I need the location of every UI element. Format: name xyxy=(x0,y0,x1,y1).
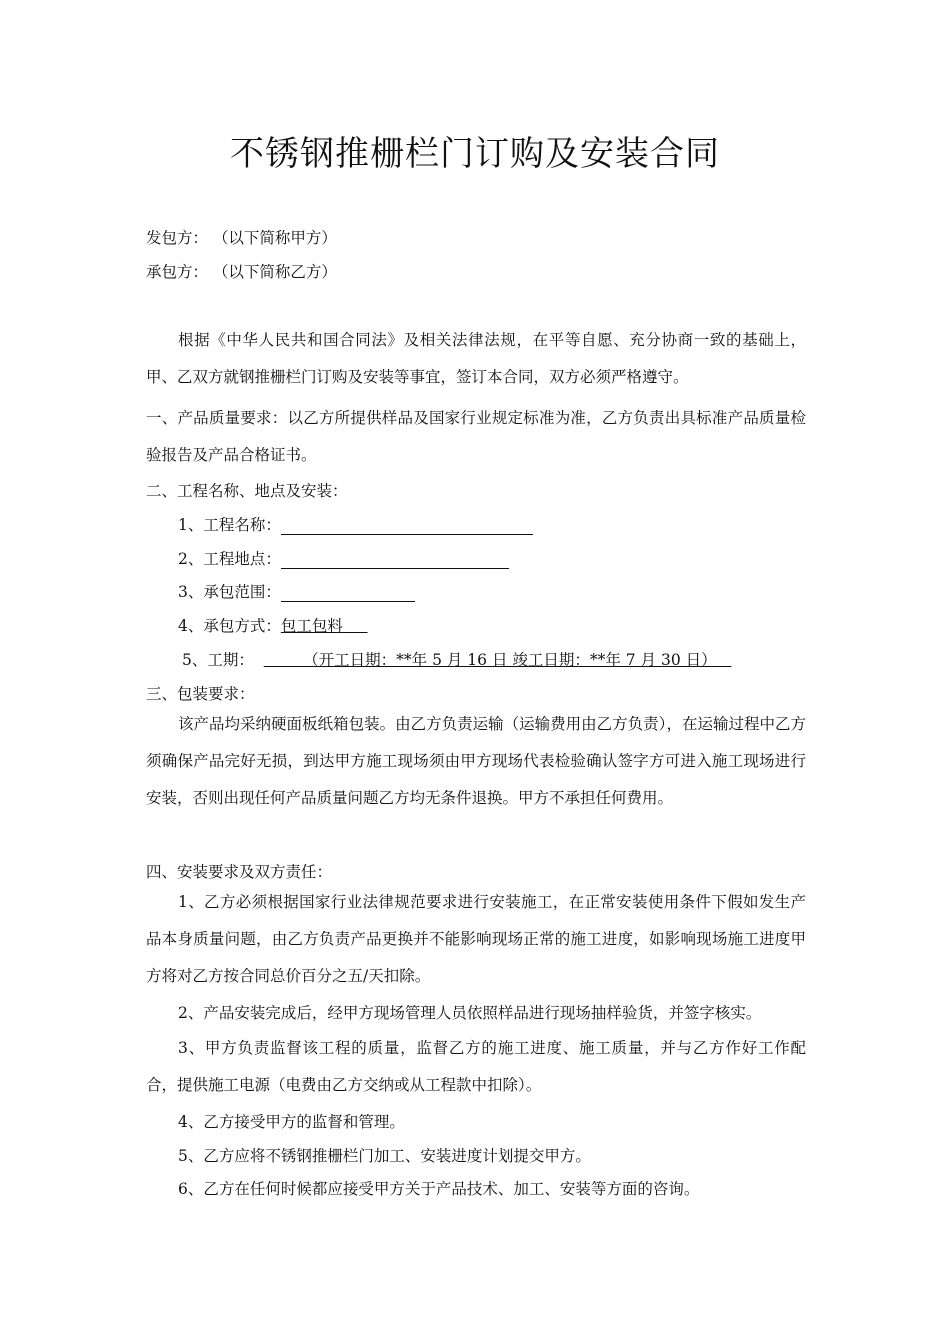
contract-method-underline-tail xyxy=(343,617,368,635)
section-3-paragraph: 该产品均采纳硬面板纸箱包装。由乙方负责运输（运输费用由乙方负责），在运输过程中乙方须确保产品完好无损，到达甲方施工现场须由甲方现场代表检验确认签字方可进入施工现场进行安装，否则出现任何产品质量问题乙方均无条件退换。甲方不承担任何费用。 xyxy=(146,715,806,807)
schedule-lead-underline xyxy=(264,651,303,669)
section-4-item-3: 3、甲方负责监督该工程的质量，监督乙方的施工进度、施工质量，并与乙方作好工作配合，提供施工电源（电费由乙方交纳或从工程款中扣除）。 xyxy=(146,1039,806,1094)
project-location-blank[interactable] xyxy=(281,550,509,569)
contract-method-line xyxy=(178,616,368,636)
party-a-line: 发包方： （以下简称甲方） xyxy=(146,229,337,247)
section-4-item-5: 5、乙方应将不锈钢推栅栏门加工、安装进度计划提交甲方。 xyxy=(178,1147,591,1165)
preamble-paragraph: 根据《中华人民共和国合同法》及相关法律法规，在平等自愿、充分协商一致的基础上，甲、乙双方就钢推栅栏门订购及安装等事宜，签订本合同，双方必须严格遵守。 xyxy=(146,331,806,386)
schedule-value: （开工日期：**年 5 月 16 日 竣工日期：**年 7 月 30 日） xyxy=(303,651,717,669)
contract-scope-line xyxy=(178,582,415,602)
section-4-item-2: 2、产品安装完成后，经甲方现场管理人员依照样品进行现场抽样验货，并签字核实。 xyxy=(178,1004,762,1022)
document-title: 不锈钢推栅栏门订购及安装合同 xyxy=(230,134,720,174)
section-4-item-1: 1、乙方必须根据国家行业法律规范要求进行安装施工，在正常安装使用条件下假如发生产品本身质量问题，由乙方负责产品更换并不能影响现场正常的施工进度，如影响现场施工进度甲方将对乙方按合同总价百分之五/天扣除。 xyxy=(146,893,806,985)
project-name-label: 1、工程名称： xyxy=(178,516,281,534)
section-2-heading: 二、工程名称、地点及安装： xyxy=(146,482,348,500)
section-4-heading: 四、安装要求及双方责任： xyxy=(146,863,333,881)
project-location-label: 2、工程地点： xyxy=(178,550,281,568)
section-1-paragraph: 一、产品质量要求：以乙方所提供样品及国家行业规定标准为准，乙方负责出具标准产品质量检验报告及产品合格证书。 xyxy=(146,409,806,464)
schedule-label: 5、工期： xyxy=(182,651,254,669)
party-b-line: 承包方： （以下简称乙方） xyxy=(146,263,337,281)
project-location-line xyxy=(178,549,509,569)
section-4-item-4: 4、乙方接受甲方的监督和管理。 xyxy=(178,1113,405,1131)
project-name-blank[interactable] xyxy=(281,516,533,535)
contract-scope-blank[interactable] xyxy=(281,583,415,602)
contract-method-label: 4、承包方式： xyxy=(178,617,281,635)
contract-method-value: 包工包料 xyxy=(280,617,343,635)
schedule-tail-underline xyxy=(717,651,732,669)
section-4-item-6: 6、乙方在任何时候都应接受甲方关于产品技术、加工、安装等方面的咨询。 xyxy=(178,1180,700,1198)
section-3-heading: 三、包装要求： xyxy=(146,685,255,703)
contract-scope-label: 3、承包范围： xyxy=(178,583,281,601)
schedule-line xyxy=(182,650,731,670)
project-name-line xyxy=(178,515,533,535)
